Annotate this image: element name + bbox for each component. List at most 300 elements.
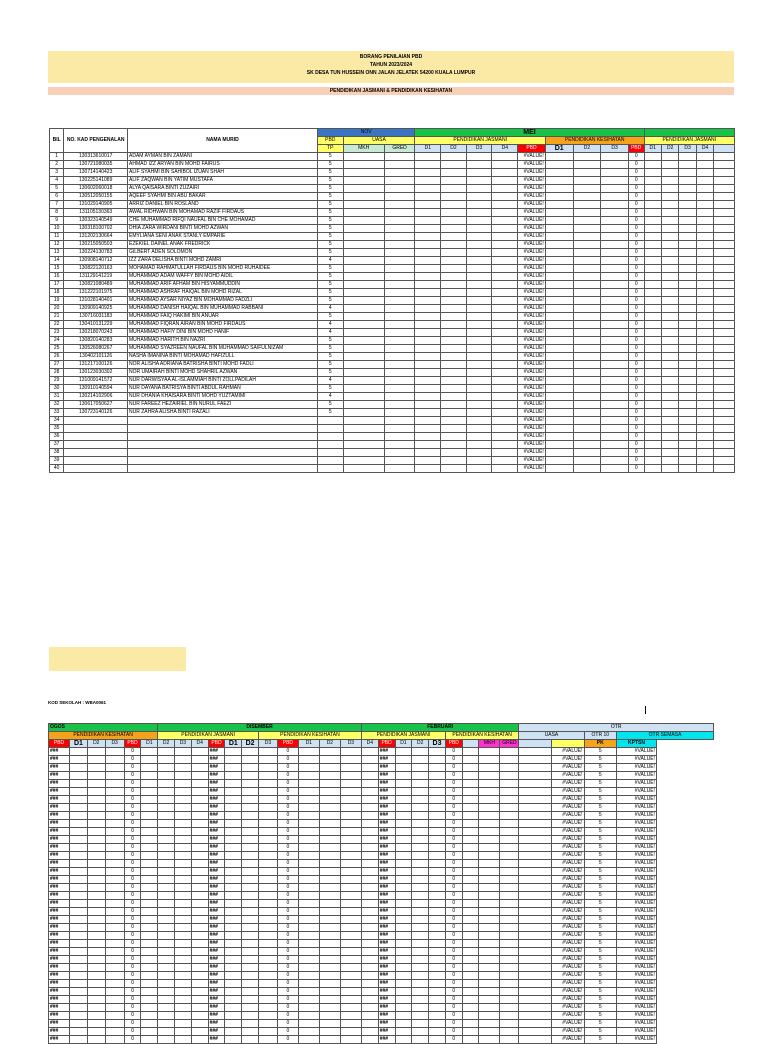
- cell-dis-d2[interactable]: [158, 828, 175, 836]
- cell-feb-pk-d2[interactable]: [412, 876, 429, 884]
- cell-dis-total[interactable]: 0: [277, 876, 298, 884]
- cell-feb-pk-d2[interactable]: [412, 868, 429, 876]
- cell-dis-d2[interactable]: [158, 940, 175, 948]
- cell-dis-total[interactable]: 0: [277, 1036, 298, 1044]
- cell-mkh[interactable]: [343, 457, 384, 465]
- cell-feb-d4[interactable]: [361, 1028, 378, 1036]
- cell-ogos-d3[interactable]: [105, 852, 124, 860]
- cell-feb-d4[interactable]: [361, 780, 378, 788]
- cell-pk-d2[interactable]: [573, 353, 601, 361]
- cell-ogos-total[interactable]: 0: [124, 788, 141, 796]
- cell-kptsn[interactable]: #VALUE!: [617, 916, 657, 924]
- cell-feb-pk-d3[interactable]: [429, 972, 446, 980]
- cell-feb-d3[interactable]: [340, 772, 361, 780]
- cell-otr-value[interactable]: #VALUE!: [551, 1036, 584, 1044]
- cell-dis-pbd[interactable]: ###: [208, 980, 225, 988]
- cell-dis-d3[interactable]: [175, 980, 192, 988]
- cell-pk-d3[interactable]: [601, 361, 629, 369]
- cell-ogos-d1[interactable]: [70, 924, 88, 932]
- cell-d2-2[interactable]: [661, 393, 678, 401]
- cell-gred[interactable]: [384, 257, 415, 265]
- cell-nama[interactable]: MUHAMMAD FIQRAN AIRAN BIN MOHD FIRDAUS: [128, 321, 318, 329]
- cell-feb-total[interactable]: 0: [445, 964, 462, 972]
- cell-dis-total[interactable]: 0: [277, 804, 298, 812]
- cell-d3[interactable]: [466, 305, 492, 313]
- cell-otr10[interactable]: [519, 892, 552, 900]
- cell-mkh[interactable]: [479, 948, 500, 956]
- cell-feb-total[interactable]: 0: [445, 836, 462, 844]
- cell-pk-d3[interactable]: [601, 465, 629, 473]
- cell-pk-d2[interactable]: [573, 225, 601, 233]
- cell-feb-pk-d1[interactable]: [395, 844, 412, 852]
- cell-ogos-d2[interactable]: [87, 748, 105, 756]
- cell-pk-d3[interactable]: [601, 257, 629, 265]
- cell-d1-2[interactable]: [644, 457, 661, 465]
- cell-dis-d2[interactable]: [158, 852, 175, 860]
- cell-bil[interactable]: 21: [50, 313, 64, 321]
- cell-dis-d1[interactable]: [141, 1028, 158, 1036]
- cell-dis-total[interactable]: 0: [277, 932, 298, 940]
- cell-d3-2[interactable]: [679, 313, 696, 321]
- cell-bil[interactable]: 8: [50, 209, 64, 217]
- cell-mkh[interactable]: [479, 868, 500, 876]
- cell-feb-total[interactable]: 0: [445, 764, 462, 772]
- cell-feb-d3[interactable]: [340, 836, 361, 844]
- cell-feb-d1[interactable]: [298, 820, 319, 828]
- cell-feb-total[interactable]: 0: [445, 1012, 462, 1020]
- cell-ogos-d1[interactable]: [70, 996, 88, 1004]
- cell-d4-2[interactable]: [696, 201, 713, 209]
- cell-feb-d2[interactable]: [319, 820, 340, 828]
- cell-otr-value[interactable]: #VALUE!: [551, 900, 584, 908]
- cell-feb-pk-d1[interactable]: [395, 996, 412, 1004]
- cell-d2-2[interactable]: [661, 225, 678, 233]
- cell-otr-value[interactable]: #VALUE!: [551, 804, 584, 812]
- cell-d4-2[interactable]: [696, 433, 713, 441]
- cell-d3-2[interactable]: [679, 273, 696, 281]
- cell-gred[interactable]: [384, 377, 415, 385]
- cell-dis-pk-d2[interactable]: [242, 924, 259, 932]
- cell-gred[interactable]: [384, 337, 415, 345]
- cell-feb-pk-d2[interactable]: [412, 948, 429, 956]
- cell-dis-total[interactable]: 0: [277, 1020, 298, 1028]
- cell-dis-pbd[interactable]: ###: [208, 852, 225, 860]
- cell-otr-value[interactable]: #VALUE!: [551, 764, 584, 772]
- cell-ic[interactable]: 130318100702: [64, 225, 128, 233]
- cell-otr-value[interactable]: #VALUE!: [551, 828, 584, 836]
- cell-ogos-d2[interactable]: [87, 876, 105, 884]
- cell-tp[interactable]: 5: [317, 313, 343, 321]
- cell-dis-d2[interactable]: [158, 948, 175, 956]
- cell-feb-d2[interactable]: [319, 980, 340, 988]
- cell-nama[interactable]: ADAM AYMAN BIN ZAMANI: [128, 153, 318, 161]
- cell-pbd-value[interactable]: #VALUE!: [518, 369, 546, 377]
- cell-d1[interactable]: [415, 281, 441, 289]
- cell-pk-d1[interactable]: [545, 297, 573, 305]
- cell-pk-d3[interactable]: [601, 425, 629, 433]
- cell-pk-pbd[interactable]: 0: [628, 233, 644, 241]
- cell-feb-pk-d1[interactable]: [395, 796, 412, 804]
- cell-dis-d1[interactable]: [141, 844, 158, 852]
- cell-feb-d2[interactable]: [319, 948, 340, 956]
- cell-d2[interactable]: [441, 249, 467, 257]
- cell-feb-d2[interactable]: [319, 972, 340, 980]
- cell-pk-d1[interactable]: [545, 201, 573, 209]
- cell-ogos-d1[interactable]: [70, 884, 88, 892]
- cell-mkh[interactable]: [343, 169, 384, 177]
- cell-d2[interactable]: [441, 153, 467, 161]
- cell-extra[interactable]: [714, 281, 735, 289]
- cell-feb-total[interactable]: 0: [445, 844, 462, 852]
- cell-pk-d3[interactable]: [601, 225, 629, 233]
- cell-ogos-d2[interactable]: [87, 1004, 105, 1012]
- cell-d4-2[interactable]: [696, 161, 713, 169]
- cell-otr10[interactable]: [519, 780, 552, 788]
- cell-mkh[interactable]: [343, 401, 384, 409]
- cell-gred[interactable]: [384, 161, 415, 169]
- cell-dis-total[interactable]: 0: [277, 916, 298, 924]
- cell-ogos-pbd[interactable]: ###: [49, 916, 70, 924]
- cell-ogos-d1[interactable]: [70, 796, 88, 804]
- cell-feb-pk-d3[interactable]: [429, 796, 446, 804]
- cell-feb-d3[interactable]: [340, 996, 361, 1004]
- cell-d1-2[interactable]: [644, 169, 661, 177]
- cell-d4[interactable]: [492, 233, 518, 241]
- cell-d2[interactable]: [441, 417, 467, 425]
- cell-ogos-total[interactable]: 0: [124, 1036, 141, 1044]
- cell-feb-pk-d3[interactable]: [429, 1036, 446, 1044]
- cell-feb-d2[interactable]: [319, 876, 340, 884]
- cell-otr-value[interactable]: #VALUE!: [551, 956, 584, 964]
- cell-gred[interactable]: [384, 201, 415, 209]
- cell-dis-d1[interactable]: [141, 948, 158, 956]
- cell-ogos-d3[interactable]: [105, 804, 124, 812]
- cell-pk-d2[interactable]: [573, 401, 601, 409]
- cell-pk-d3[interactable]: [601, 265, 629, 273]
- cell-d1[interactable]: [415, 257, 441, 265]
- cell-d1[interactable]: [415, 353, 441, 361]
- cell-pk-d1[interactable]: [545, 457, 573, 465]
- cell-feb-total[interactable]: 0: [445, 892, 462, 900]
- cell-ic[interactable]: 131217100126: [64, 361, 128, 369]
- cell-dis-d3[interactable]: [175, 852, 192, 860]
- cell-d4[interactable]: [492, 465, 518, 473]
- cell-pk-d1[interactable]: [545, 433, 573, 441]
- cell-ogos-total[interactable]: 0: [124, 956, 141, 964]
- cell-feb-total[interactable]: 0: [445, 988, 462, 996]
- cell-feb-total[interactable]: 0: [445, 828, 462, 836]
- cell-otr-value[interactable]: #VALUE!: [551, 876, 584, 884]
- cell-pk-d1[interactable]: [545, 449, 573, 457]
- cell-bil[interactable]: 30: [50, 385, 64, 393]
- cell-feb-d4[interactable]: [361, 748, 378, 756]
- cell-feb-d1[interactable]: [298, 812, 319, 820]
- cell-ogos-total[interactable]: 0: [124, 852, 141, 860]
- cell-feb-pk-d3[interactable]: [429, 804, 446, 812]
- cell-dis-d4[interactable]: [191, 964, 208, 972]
- cell-d3[interactable]: [466, 225, 492, 233]
- cell-feb-d3[interactable]: [340, 828, 361, 836]
- cell-ogos-total[interactable]: 0: [124, 972, 141, 980]
- cell-otr10[interactable]: [519, 980, 552, 988]
- cell-feb-d1[interactable]: [298, 900, 319, 908]
- cell-ogos-d2[interactable]: [87, 860, 105, 868]
- cell-dis-d2[interactable]: [158, 1028, 175, 1036]
- cell-dis-pk-d2[interactable]: [242, 972, 259, 980]
- cell-mkh[interactable]: [343, 369, 384, 377]
- cell-dis-d1[interactable]: [141, 836, 158, 844]
- cell-gred[interactable]: [384, 289, 415, 297]
- cell-ogos-d2[interactable]: [87, 932, 105, 940]
- cell-feb-total[interactable]: 0: [445, 1004, 462, 1012]
- cell-feb-pbd[interactable]: ###: [378, 1036, 395, 1044]
- cell-pk-d3[interactable]: [601, 369, 629, 377]
- cell-ic[interactable]: 131105130363: [64, 209, 128, 217]
- cell-pbd-value[interactable]: #VALUE!: [518, 273, 546, 281]
- cell-d1[interactable]: [415, 177, 441, 185]
- cell-pbd-value[interactable]: #VALUE!: [518, 233, 546, 241]
- cell-dis-d2[interactable]: [158, 884, 175, 892]
- cell-pk-d2[interactable]: [573, 153, 601, 161]
- cell-nama[interactable]: MUHAMMAD ASHRAF HAIQAL BIN MOHD RIZAL: [128, 289, 318, 297]
- cell-feb-d2[interactable]: [319, 748, 340, 756]
- cell-bil[interactable]: 32: [50, 401, 64, 409]
- cell-feb-total[interactable]: 0: [445, 812, 462, 820]
- cell-pk-pbd[interactable]: 0: [628, 289, 644, 297]
- cell-mkh[interactable]: [343, 241, 384, 249]
- cell-otr10[interactable]: [519, 860, 552, 868]
- cell-tp[interactable]: 5: [317, 161, 343, 169]
- cell-dis-pk-d3[interactable]: [258, 812, 277, 820]
- cell-dis-d2[interactable]: [158, 956, 175, 964]
- cell-feb-total[interactable]: 0: [445, 908, 462, 916]
- cell-mkh[interactable]: [479, 804, 500, 812]
- cell-otr10[interactable]: [519, 820, 552, 828]
- cell-d3[interactable]: [466, 457, 492, 465]
- cell-dis-d1[interactable]: [141, 908, 158, 916]
- cell-pk-pbd[interactable]: 0: [628, 169, 644, 177]
- cell-feb-d1[interactable]: [298, 1028, 319, 1036]
- cell-feb-d1[interactable]: [298, 884, 319, 892]
- cell-otr-value[interactable]: #VALUE!: [551, 748, 584, 756]
- cell-feb-total[interactable]: 0: [445, 748, 462, 756]
- cell-gred[interactable]: [384, 409, 415, 417]
- cell-ic[interactable]: [64, 425, 128, 433]
- cell-dis-d1[interactable]: [141, 988, 158, 996]
- cell-dis-d3[interactable]: [175, 900, 192, 908]
- cell-gred[interactable]: [384, 265, 415, 273]
- cell-d1-2[interactable]: [644, 305, 661, 313]
- cell-d3[interactable]: [466, 417, 492, 425]
- cell-feb-d4[interactable]: [361, 844, 378, 852]
- cell-ogos-d1[interactable]: [70, 868, 88, 876]
- cell-dis-pk-d3[interactable]: [258, 988, 277, 996]
- cell-dis-d4[interactable]: [191, 996, 208, 1004]
- cell-ogos-d1[interactable]: [70, 988, 88, 996]
- cell-extra[interactable]: [714, 193, 735, 201]
- cell-pk-pbd[interactable]: 0: [628, 225, 644, 233]
- cell-pk-pbd[interactable]: 0: [628, 457, 644, 465]
- cell-feb-d3[interactable]: [340, 980, 361, 988]
- cell-feb-pk-d2[interactable]: [412, 1028, 429, 1036]
- cell-dis-pk-d1[interactable]: [225, 860, 242, 868]
- cell-dis-d3[interactable]: [175, 948, 192, 956]
- cell-feb-total[interactable]: 0: [445, 788, 462, 796]
- cell-dis-pbd[interactable]: ###: [208, 996, 225, 1004]
- cell-ogos-d2[interactable]: [87, 820, 105, 828]
- cell-d1[interactable]: [415, 369, 441, 377]
- cell-otr10[interactable]: [519, 804, 552, 812]
- cell-feb-d2[interactable]: [319, 868, 340, 876]
- cell-feb-pbd[interactable]: ###: [378, 1004, 395, 1012]
- cell-d4[interactable]: [492, 393, 518, 401]
- cell-d2[interactable]: [441, 385, 467, 393]
- cell-feb-pbd[interactable]: ###: [378, 892, 395, 900]
- cell-extra[interactable]: [714, 417, 735, 425]
- cell-pk-d1[interactable]: [545, 209, 573, 217]
- cell-dis-total[interactable]: 0: [277, 964, 298, 972]
- cell-ogos-total[interactable]: 0: [124, 892, 141, 900]
- cell-dis-pk-d1[interactable]: [225, 796, 242, 804]
- cell-d3[interactable]: [466, 449, 492, 457]
- cell-blank-1[interactable]: [462, 980, 479, 988]
- cell-otr10[interactable]: [519, 796, 552, 804]
- cell-pk-d3[interactable]: [601, 433, 629, 441]
- cell-d1-2[interactable]: [644, 433, 661, 441]
- cell-ogos-pbd[interactable]: ###: [49, 908, 70, 916]
- cell-ogos-d2[interactable]: [87, 868, 105, 876]
- cell-d4-2[interactable]: [696, 313, 713, 321]
- cell-ogos-total[interactable]: 0: [124, 796, 141, 804]
- cell-feb-pbd[interactable]: ###: [378, 956, 395, 964]
- cell-dis-d1[interactable]: [141, 748, 158, 756]
- cell-pk[interactable]: 5: [584, 756, 617, 764]
- cell-nama[interactable]: EZEKIEL DAINEL ANAK FREDRICK: [128, 241, 318, 249]
- cell-blank-1[interactable]: [462, 996, 479, 1004]
- cell-d1[interactable]: [415, 417, 441, 425]
- cell-ic[interactable]: [64, 465, 128, 473]
- cell-dis-d1[interactable]: [141, 900, 158, 908]
- cell-dis-pk-d1[interactable]: [225, 780, 242, 788]
- cell-blank-1[interactable]: [462, 964, 479, 972]
- cell-nama[interactable]: [128, 465, 318, 473]
- cell-d1-2[interactable]: [644, 281, 661, 289]
- cell-d4[interactable]: [492, 345, 518, 353]
- cell-tp[interactable]: 5: [317, 233, 343, 241]
- cell-pk-d2[interactable]: [573, 273, 601, 281]
- cell-pk-d1[interactable]: [545, 465, 573, 473]
- cell-feb-pk-d1[interactable]: [395, 916, 412, 924]
- cell-dis-pk-d3[interactable]: [258, 908, 277, 916]
- cell-feb-pk-d1[interactable]: [395, 836, 412, 844]
- cell-feb-pk-d3[interactable]: [429, 820, 446, 828]
- cell-d1[interactable]: [415, 457, 441, 465]
- cell-pk-pbd[interactable]: 0: [628, 177, 644, 185]
- cell-d3[interactable]: [466, 209, 492, 217]
- cell-feb-pk-d3[interactable]: [429, 884, 446, 892]
- cell-gred[interactable]: [500, 1004, 519, 1012]
- cell-ogos-total[interactable]: 0: [124, 980, 141, 988]
- cell-dis-pk-d1[interactable]: [225, 804, 242, 812]
- cell-dis-d3[interactable]: [175, 956, 192, 964]
- cell-mkh[interactable]: [479, 764, 500, 772]
- cell-d1[interactable]: [415, 233, 441, 241]
- cell-pk-d2[interactable]: [573, 441, 601, 449]
- cell-d3[interactable]: [466, 257, 492, 265]
- cell-feb-pk-d1[interactable]: [395, 876, 412, 884]
- cell-ogos-pbd[interactable]: ###: [49, 844, 70, 852]
- cell-feb-pk-d3[interactable]: [429, 964, 446, 972]
- cell-ogos-d3[interactable]: [105, 884, 124, 892]
- cell-extra[interactable]: [714, 337, 735, 345]
- cell-dis-pbd[interactable]: ###: [208, 764, 225, 772]
- cell-pk[interactable]: 5: [584, 1004, 617, 1012]
- cell-dis-pbd[interactable]: ###: [208, 988, 225, 996]
- cell-d2[interactable]: [441, 345, 467, 353]
- cell-otr10[interactable]: [519, 772, 552, 780]
- cell-feb-pk-d1[interactable]: [395, 1036, 412, 1044]
- cell-pk-d2[interactable]: [573, 345, 601, 353]
- cell-feb-d1[interactable]: [298, 916, 319, 924]
- cell-otr10[interactable]: [519, 972, 552, 980]
- cell-mkh[interactable]: [479, 892, 500, 900]
- cell-dis-pk-d2[interactable]: [242, 1036, 259, 1044]
- cell-blank-1[interactable]: [462, 844, 479, 852]
- cell-gred[interactable]: [500, 812, 519, 820]
- cell-dis-pk-d3[interactable]: [258, 820, 277, 828]
- cell-ogos-total[interactable]: 0: [124, 964, 141, 972]
- cell-gred[interactable]: [384, 169, 415, 177]
- cell-mkh[interactable]: [343, 193, 384, 201]
- cell-feb-pk-d3[interactable]: [429, 996, 446, 1004]
- cell-nama[interactable]: GILBERT ADEN SOLOMON: [128, 249, 318, 257]
- cell-ic[interactable]: 130224130783: [64, 249, 128, 257]
- cell-mkh[interactable]: [343, 217, 384, 225]
- cell-mkh[interactable]: [343, 153, 384, 161]
- cell-dis-d4[interactable]: [191, 780, 208, 788]
- cell-feb-d4[interactable]: [361, 948, 378, 956]
- cell-d2[interactable]: [441, 449, 467, 457]
- cell-ogos-d3[interactable]: [105, 828, 124, 836]
- cell-d2[interactable]: [441, 369, 467, 377]
- cell-otr10[interactable]: [519, 1012, 552, 1020]
- cell-bil[interactable]: 23: [50, 329, 64, 337]
- cell-feb-pbd[interactable]: ###: [378, 796, 395, 804]
- cell-d2-2[interactable]: [661, 441, 678, 449]
- cell-pk-pbd[interactable]: 0: [628, 393, 644, 401]
- cell-feb-pk-d2[interactable]: [412, 924, 429, 932]
- cell-extra[interactable]: [714, 441, 735, 449]
- cell-nama[interactable]: [128, 425, 318, 433]
- cell-ogos-d3[interactable]: [105, 892, 124, 900]
- cell-feb-pk-d2[interactable]: [412, 820, 429, 828]
- cell-dis-d3[interactable]: [175, 1012, 192, 1020]
- cell-d1-2[interactable]: [644, 377, 661, 385]
- cell-ogos-pbd[interactable]: ###: [49, 876, 70, 884]
- cell-tp[interactable]: 5: [317, 225, 343, 233]
- cell-dis-pbd[interactable]: ###: [208, 860, 225, 868]
- cell-dis-pk-d2[interactable]: [242, 884, 259, 892]
- cell-d3-2[interactable]: [679, 201, 696, 209]
- cell-gred[interactable]: [384, 401, 415, 409]
- cell-tp[interactable]: [317, 465, 343, 473]
- cell-dis-d2[interactable]: [158, 804, 175, 812]
- cell-feb-d1[interactable]: [298, 788, 319, 796]
- cell-pk-d3[interactable]: [601, 329, 629, 337]
- cell-dis-d1[interactable]: [141, 956, 158, 964]
- cell-d1-2[interactable]: [644, 385, 661, 393]
- cell-otr-value[interactable]: #VALUE!: [551, 964, 584, 972]
